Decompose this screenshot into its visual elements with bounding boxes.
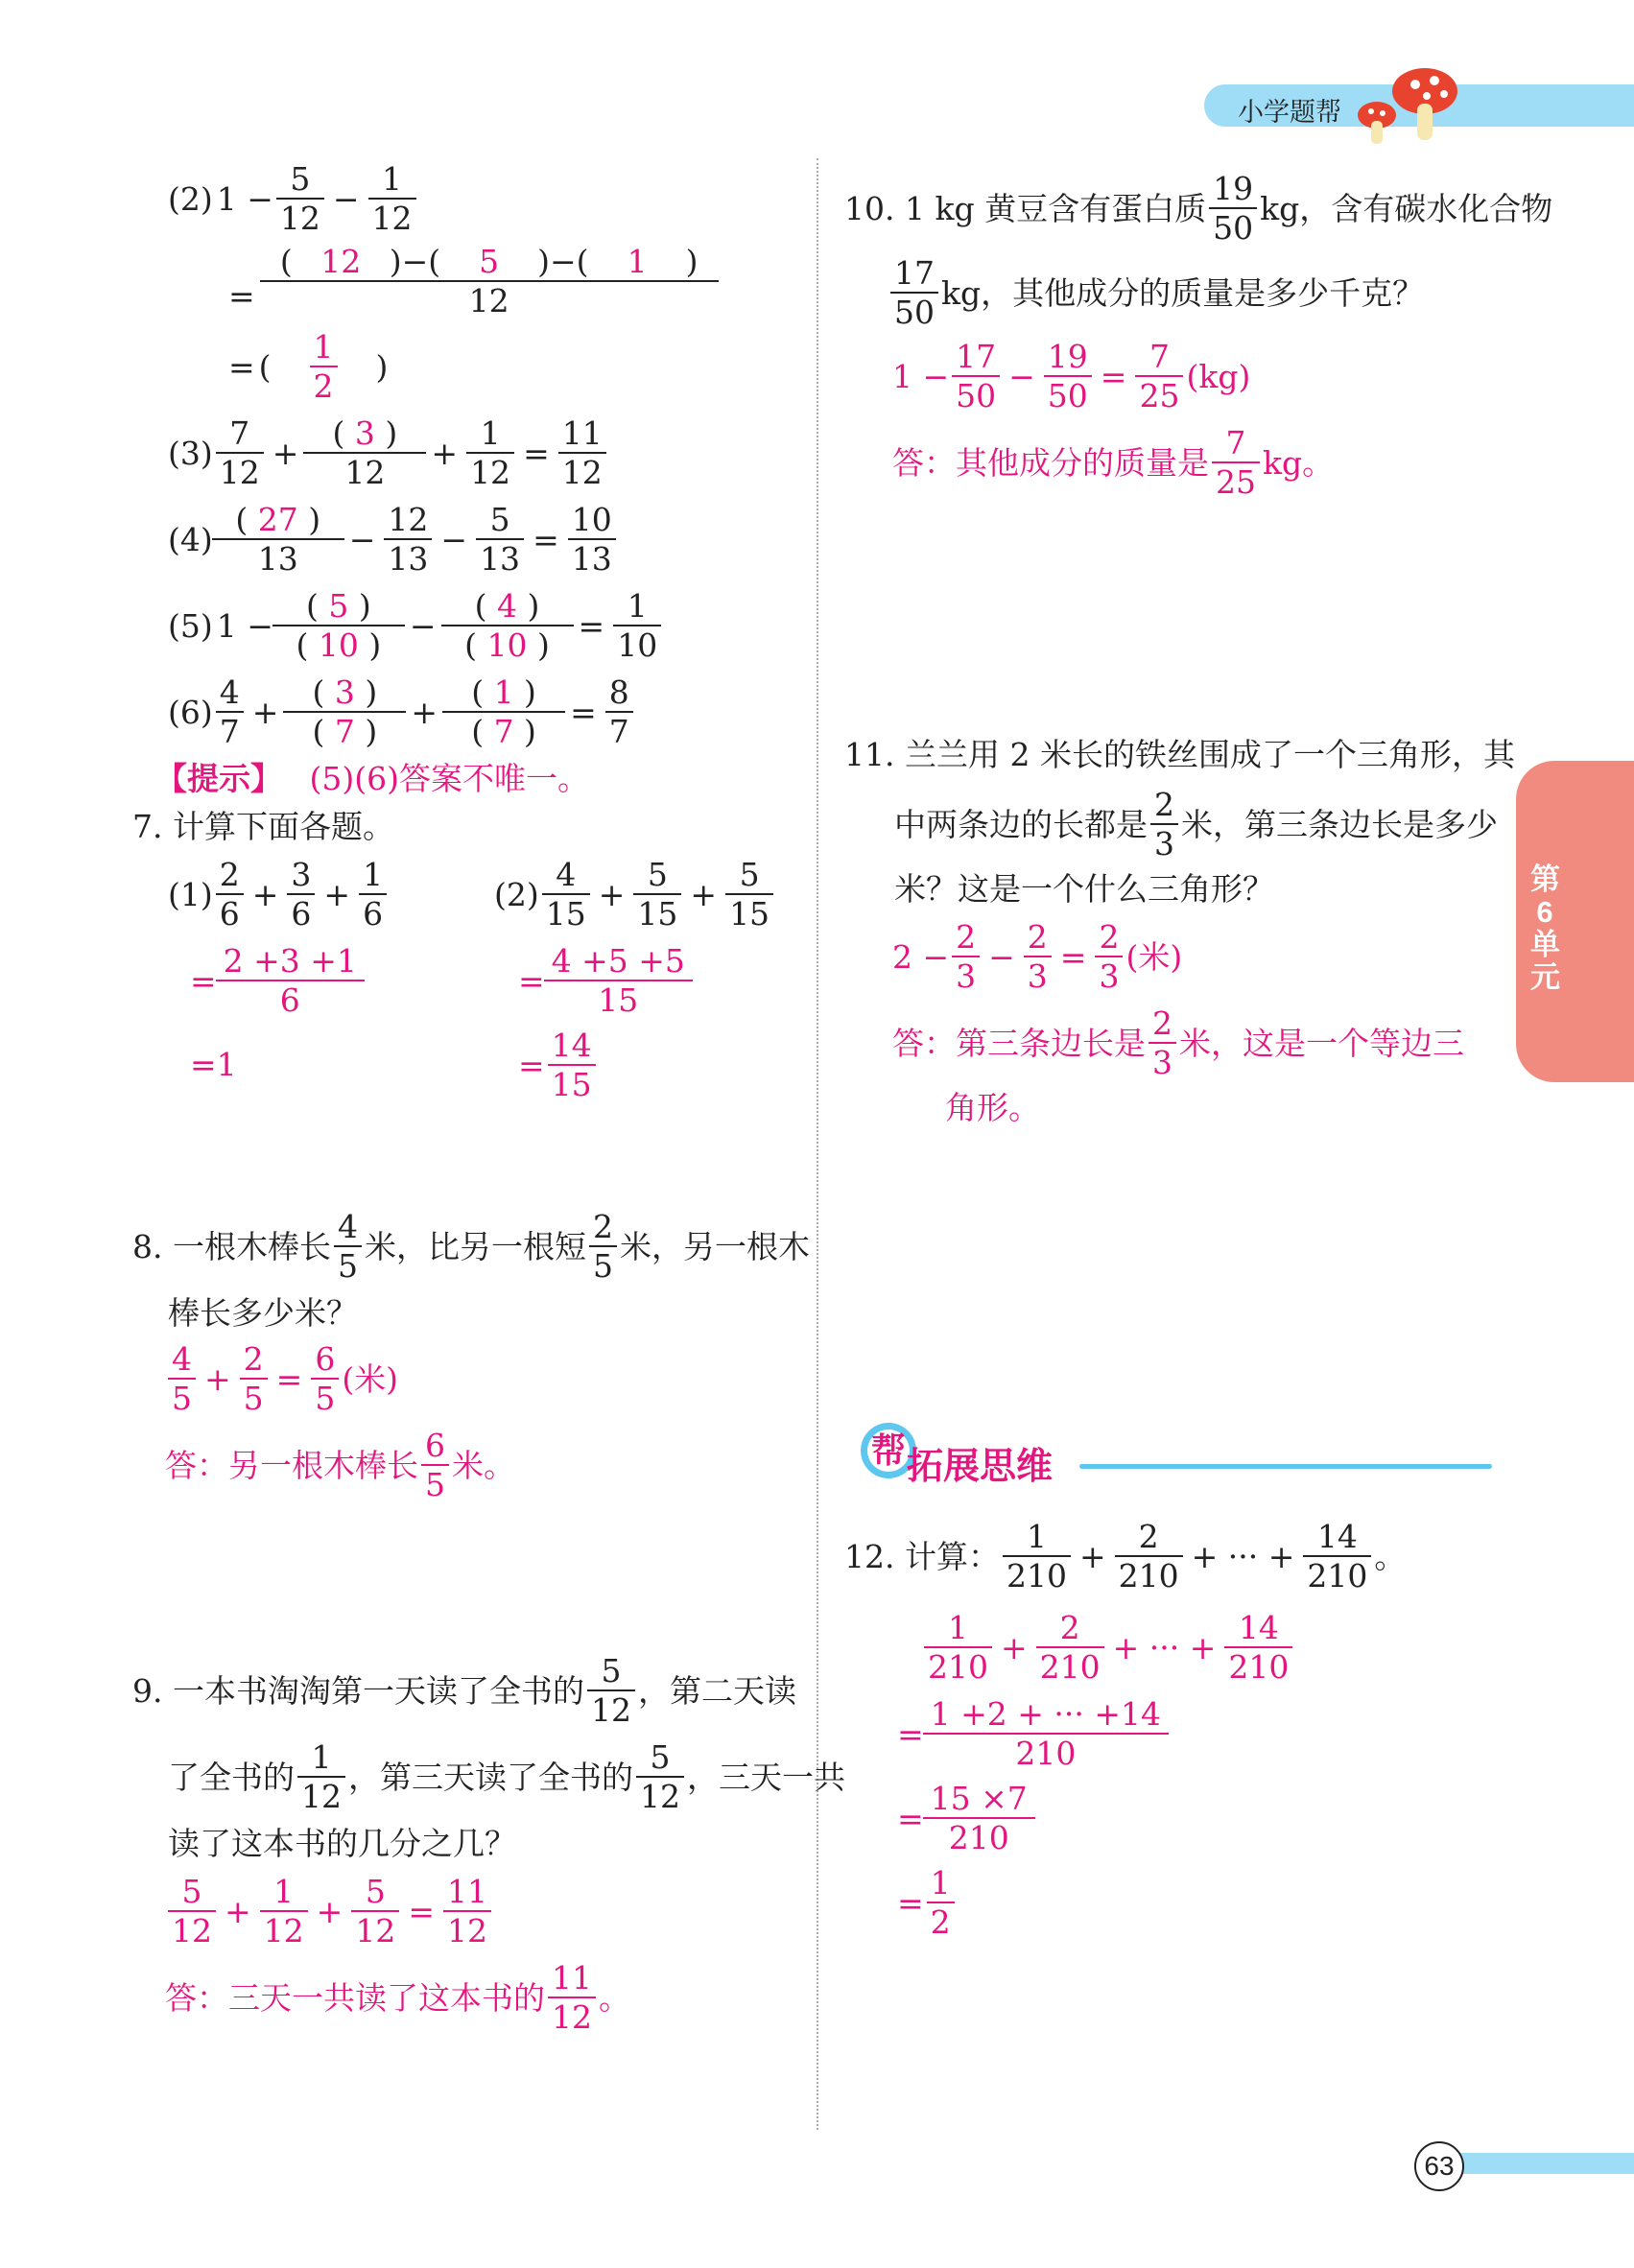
fraction — [924, 1609, 992, 1686]
page-number: 63 — [1414, 2141, 1464, 2191]
num: 1 — [382, 160, 403, 198]
problem-label: (5) — [168, 606, 213, 645]
num: 6 — [425, 1427, 445, 1464]
equals: = — [228, 347, 255, 386]
den: ( 7 ) — [283, 711, 406, 747]
den: 2 — [927, 1902, 955, 1938]
den: 12 — [466, 452, 514, 488]
fraction — [1212, 424, 1260, 501]
den: 13 — [212, 538, 344, 575]
answer-text: kg。 — [1263, 443, 1335, 482]
problem-4: (4) $\frac{( 27 )}{13}$ − $\frac{12}{13}$ − $\frac{5}{13}$ = $\frac{10}{13}$ — [168, 504, 619, 575]
num: 1 +2 + ··· +14 — [930, 1695, 1162, 1733]
den: 25 — [1135, 375, 1183, 412]
fraction — [890, 254, 938, 331]
num: ( 27 ) — [235, 501, 321, 538]
fraction — [1003, 1518, 1071, 1595]
answer-blank: 27 — [257, 501, 298, 538]
num: 1 — [948, 1609, 968, 1646]
hint — [155, 760, 589, 797]
question-text: 8. 一根木棒长 — [132, 1227, 331, 1265]
answer-text: 米，这是一个等边三 — [1179, 1024, 1464, 1062]
answer-text: 。 — [599, 1978, 630, 2017]
fraction — [952, 338, 1000, 414]
problem-label: (6) — [168, 693, 213, 731]
fraction — [613, 587, 661, 664]
num: 14 — [1316, 1518, 1358, 1555]
den: 3 — [1024, 956, 1052, 992]
fraction — [384, 501, 432, 578]
fraction — [220, 942, 361, 1019]
num: 15 ×7 — [930, 1780, 1028, 1817]
question-9-text-3: 读了这本书的几分之几？ — [168, 1825, 516, 1862]
den: 15 — [633, 893, 681, 930]
question-12-step1: $\frac{1}{210}$ + $\frac{2}{210}$ + ··· + $\frac{14}{210}$ — [921, 1612, 1295, 1683]
num: 7 — [1225, 424, 1246, 461]
answer-text: 米。 — [452, 1446, 515, 1484]
unit: (米) — [1125, 937, 1183, 976]
num: 2 — [1027, 918, 1048, 956]
num: 2 +3 +1 — [223, 942, 357, 980]
question-text: 12. 计算： — [844, 1537, 1000, 1575]
num: 1 — [311, 1738, 332, 1776]
problem-2-step2 — [228, 328, 389, 405]
num: 4 — [219, 673, 240, 711]
num: 17 — [956, 338, 997, 375]
den: 50 — [1044, 375, 1092, 412]
den: 5 — [240, 1378, 268, 1414]
fraction — [310, 328, 338, 405]
num: 4 — [172, 1340, 192, 1378]
den: 210 — [923, 1733, 1169, 1769]
problem-3: (3) $\frac{7}{12}$ + $\frac{( 3 )}{12}$ + $\frac{1}{12}$ = $\frac{11}{12}$ — [168, 417, 609, 488]
den: 3 — [1095, 956, 1123, 992]
den: 210 — [923, 1817, 1035, 1854]
num: 5 — [365, 1873, 386, 1910]
expr-text: 1 − — [892, 357, 950, 395]
question-10-calc: 1 − $\frac{17}{50}$ − $\frac{19}{50}$ = $\frac{7}{25}$ (kg) — [892, 338, 1251, 414]
fraction — [1024, 918, 1052, 995]
fraction — [466, 414, 514, 491]
question-text: kg，含有碳水化合物 — [1260, 189, 1553, 227]
fraction — [542, 856, 590, 933]
num: 5 — [739, 856, 760, 893]
fraction — [587, 1652, 635, 1729]
num: 1 — [1026, 1518, 1047, 1555]
den: 12 — [548, 1996, 596, 2033]
num: 2 — [956, 918, 977, 956]
den: 210 — [1224, 1646, 1292, 1683]
den: 3 — [952, 956, 980, 992]
fraction — [297, 1738, 345, 1815]
fraction — [421, 1427, 449, 1503]
den: 12 — [216, 452, 264, 488]
paren: ( — [279, 243, 293, 280]
problem-6: (6) $\frac{4}{7}$ + $\frac{( 3 )}{( 7 )}$ + $\frac{( 1 )}{( 7 )}$ = $\frac{8}{7}$ — [168, 676, 636, 747]
den: 13 — [568, 538, 616, 575]
num: 2 — [1138, 1518, 1159, 1555]
fraction — [636, 1738, 684, 1815]
answer-blank: 7 — [334, 713, 355, 750]
fraction — [952, 918, 980, 995]
answer-blank: 5 — [479, 243, 500, 280]
fraction — [216, 673, 244, 750]
den: 5 — [421, 1464, 449, 1500]
problem-label: (2) — [168, 179, 213, 218]
num: 6 — [315, 1340, 336, 1378]
question-10-text — [844, 170, 1553, 247]
answer-text: 答：三天一共读了这本书的 — [165, 1978, 545, 2017]
question-text: 中两条边的长都是 — [894, 805, 1148, 843]
question-9-calc: $\frac{5}{12}$ + $\frac{1}{12}$ + $\frac{5}{12}$ = $\frac{11}{12}$ — [165, 1876, 494, 1947]
num: 5 — [647, 856, 668, 893]
den: 12 — [303, 452, 426, 488]
question-8-calc: $\frac{4}{5}$ + $\frac{2}{5}$ = $\frac{6}{5}$ (米) — [165, 1343, 398, 1414]
num: 3 — [291, 856, 312, 893]
question-text: kg，其他成分的质量是多少千克？ — [941, 273, 1425, 312]
num: 5 — [601, 1652, 622, 1689]
question-7-part1-step: = $\frac{2 +3 +1}{6}$ — [190, 945, 364, 1016]
num: 2 — [1099, 918, 1120, 956]
num: 7 — [1149, 338, 1170, 375]
den: 12 — [587, 1689, 635, 1726]
question-11-answer — [892, 1004, 1464, 1081]
question-11-text-2 — [894, 786, 1498, 862]
den: 6 — [216, 893, 244, 930]
unit: (kg) — [1186, 357, 1251, 395]
fraction — [725, 856, 773, 933]
question-8-text-2: 棒长多少米？ — [168, 1294, 358, 1332]
num — [276, 243, 702, 280]
fraction — [216, 856, 244, 933]
question-12-step3: = $\frac{15 \times 7}{210}$ — [897, 1783, 1034, 1854]
problem-2-step1 — [228, 243, 718, 319]
den: 5 — [168, 1378, 196, 1414]
question-text: 10. 1 kg 黄豆含有蛋白质 — [844, 189, 1207, 227]
operator: − — [332, 179, 360, 218]
problem-label: (4) — [168, 520, 213, 558]
den: 12 — [368, 198, 416, 234]
mushroom-icon — [1348, 58, 1463, 149]
fraction — [168, 1873, 216, 1949]
operator: + ··· + — [1191, 1537, 1295, 1575]
den: 13 — [476, 538, 524, 575]
unit-tab-label: 第6单元 — [1530, 862, 1560, 994]
answer-blank: 10 — [486, 626, 528, 664]
den: 5 — [589, 1245, 617, 1282]
fraction — [276, 160, 324, 237]
den: ( 7 ) — [442, 711, 565, 747]
den: 210 — [1115, 1555, 1183, 1592]
num: 1 — [363, 856, 384, 893]
num: 1 — [627, 587, 648, 625]
fraction — [605, 673, 633, 750]
fraction — [1135, 338, 1183, 414]
den: 12 — [276, 198, 324, 234]
den: 15 — [542, 893, 590, 930]
num: 7 — [229, 414, 250, 452]
question-7-part2-result: = $\frac{14}{15}$ — [518, 1029, 599, 1100]
question-text: 了全书的 — [168, 1758, 295, 1796]
den: 12 — [558, 452, 606, 488]
fraction — [548, 942, 689, 1019]
question-text: 9. 一本书淘淘第一天读了全书的 — [132, 1671, 584, 1710]
fraction — [216, 414, 264, 491]
question-12-step4: = $\frac{1}{2}$ — [897, 1867, 958, 1938]
den: 3 — [1149, 1042, 1176, 1078]
num: 11 — [446, 1873, 487, 1910]
num: 2 — [219, 856, 240, 893]
question-7-part2-step: = $\frac{4 +5 +5}{15}$ — [518, 945, 692, 1016]
paren: )−( — [537, 243, 589, 280]
question-text: 米，另一根木 — [619, 1227, 810, 1265]
den: 3 — [1150, 823, 1178, 860]
fraction — [1036, 1609, 1104, 1686]
num: 11 — [561, 414, 603, 452]
fraction — [334, 1208, 362, 1285]
num: 4 — [556, 856, 577, 893]
num: 4 — [337, 1208, 358, 1245]
den: 12 — [636, 1776, 684, 1812]
answer-blank: 5 — [328, 587, 349, 625]
fraction — [240, 1340, 268, 1417]
problem-label: (1) — [168, 875, 213, 913]
question-text: 。 — [1374, 1537, 1407, 1575]
num: 14 — [1238, 1609, 1279, 1646]
fraction — [287, 673, 402, 750]
extension-rule — [1079, 1464, 1492, 1469]
fraction — [1095, 918, 1123, 995]
den: 6 — [216, 980, 365, 1016]
den: 50 — [1209, 207, 1257, 244]
fraction — [589, 1208, 617, 1285]
fraction — [359, 856, 387, 933]
num: 1 — [313, 328, 334, 366]
num: ( 1 ) — [471, 673, 536, 711]
question-8-answer — [165, 1427, 515, 1503]
fraction — [558, 414, 606, 491]
hint-text: (5)(6)答案不唯一。 — [309, 760, 589, 797]
fraction — [1149, 1004, 1176, 1081]
answer-blank: 12 — [320, 243, 362, 280]
den: 15 — [725, 893, 773, 930]
answer-blank: 3 — [354, 414, 375, 452]
question-12-step2: = $\frac{1 +2 + \cdot\cdot\cdot +14}{210}$ — [897, 1698, 1168, 1769]
fraction — [1044, 338, 1092, 414]
den: 7 — [216, 711, 244, 747]
num: 4 +5 +5 — [551, 942, 685, 980]
paren: ( — [258, 347, 272, 386]
answer-blank: 1 — [627, 243, 648, 280]
expr-text: 1 − — [216, 606, 273, 645]
equals: = — [228, 276, 255, 315]
num: ( 3 ) — [312, 673, 378, 711]
den: 12 — [351, 1910, 399, 1947]
fraction — [446, 673, 561, 750]
num: 2 — [592, 1208, 613, 1245]
fraction — [1224, 1609, 1292, 1686]
question-7-title: 7. 计算下面各题。 — [132, 808, 394, 845]
fraction — [351, 1873, 399, 1949]
den: 7 — [605, 711, 633, 747]
problem-label: (2) — [494, 875, 539, 913]
question-8-text — [132, 1208, 810, 1285]
question-9-text — [132, 1652, 796, 1729]
expr-text: 1 − — [216, 179, 273, 218]
fraction — [287, 856, 315, 933]
question-9-answer — [165, 1959, 630, 2036]
question-11-text-3: 米？这是一个什么三角形？ — [894, 870, 1274, 908]
problem-label: (3) — [168, 434, 213, 472]
fraction — [1115, 1518, 1183, 1595]
num: 2 — [243, 1340, 264, 1378]
question-11-text: 11. 兰兰用 2 米长的铁丝围成了一个三角形，其 — [844, 736, 1515, 773]
question-9-text-2 — [168, 1738, 845, 1815]
den: 210 — [924, 1646, 992, 1683]
fraction — [368, 160, 416, 237]
fraction — [168, 1340, 196, 1417]
badge-char: 帮 — [870, 1430, 907, 1470]
den: 12 — [297, 1776, 345, 1812]
fraction — [476, 501, 524, 578]
num: ( 5 ) — [306, 587, 371, 625]
answer-text: 答：第三条边长是 — [892, 1024, 1146, 1062]
num: 5 — [181, 1873, 202, 1910]
den: 12 — [443, 1910, 491, 1947]
den: 15 — [548, 1064, 596, 1100]
den: 12 — [260, 280, 719, 317]
den: ( 10 ) — [272, 625, 405, 661]
den: 210 — [1003, 1555, 1071, 1592]
num: 5 — [290, 160, 311, 198]
num: 11 — [552, 1959, 592, 1996]
den: 5 — [334, 1245, 362, 1282]
den: 50 — [952, 375, 1000, 412]
fraction — [307, 414, 422, 491]
num: 1 — [273, 1873, 295, 1910]
fraction — [927, 1864, 955, 1941]
num: 5 — [489, 501, 510, 538]
header-title: 小学题帮 — [1238, 98, 1341, 127]
paren: ) — [375, 347, 389, 386]
num: 2 — [1059, 1609, 1080, 1646]
fraction — [633, 856, 681, 933]
paren: ) — [685, 243, 699, 280]
fraction — [1150, 786, 1178, 862]
den: 12 — [168, 1910, 216, 1947]
answer-text: 答：另一根木棒长 — [165, 1446, 418, 1484]
fraction — [568, 501, 616, 578]
answer-blank: 1 — [493, 673, 514, 711]
num: 19 — [1213, 170, 1254, 207]
column-divider — [817, 158, 818, 2130]
question-text: 米，第三条边长是多少 — [1181, 805, 1498, 843]
fraction — [548, 1027, 596, 1103]
question-11-answer-2: 角形。 — [945, 1089, 1040, 1126]
den: 210 — [1036, 1646, 1104, 1683]
num: ( 4 ) — [474, 587, 540, 625]
den: 5 — [311, 1378, 339, 1414]
question-12-text: 12. 计算： $\frac{1}{210}$ + $\frac{2}{210}$ + ··· + $\frac{14}{210}$ 。 — [844, 1518, 1407, 1595]
fraction — [264, 243, 715, 319]
fraction — [548, 1959, 596, 2036]
num: 1 — [480, 414, 501, 452]
den: 210 — [1303, 1555, 1371, 1592]
fraction — [216, 501, 341, 578]
question-text: ，第三天读了全书的 — [348, 1758, 633, 1796]
fraction — [443, 1873, 491, 1949]
num: 14 — [551, 1027, 592, 1064]
fraction — [445, 587, 570, 664]
question-7-part1: (1) $\frac{2}{6}$ + $\frac{3}{6}$ + $\frac{1}{6}$ — [168, 859, 390, 930]
num: ( 3 ) — [332, 414, 398, 452]
answer-blank: 3 — [334, 673, 355, 711]
question-text: ，第二天读 — [637, 1671, 796, 1710]
fraction — [276, 587, 401, 664]
expr-text: 2 − — [892, 937, 950, 976]
question-7-part2: (2) $\frac{4}{15}$ + $\frac{5}{15}$ + $\frac{5}{15}$ — [494, 859, 776, 930]
den: 2 — [310, 366, 338, 402]
hint-label: 【提示】 — [155, 760, 282, 797]
den: ( 10 ) — [441, 625, 574, 661]
num: 5 — [650, 1738, 671, 1776]
num: 17 — [894, 254, 935, 292]
fraction — [311, 1340, 339, 1417]
problem-5: (5) 1 − $\frac{( 5 )}{( 10 )}$ − $\frac{( 4 )}{( 10 )}$ = $\frac{1}{10}$ — [168, 590, 664, 661]
den: 25 — [1212, 461, 1260, 498]
fraction — [260, 1873, 308, 1949]
question-10-answer — [892, 424, 1335, 501]
num: 8 — [608, 673, 629, 711]
question-7-part1-result: =1 — [190, 1046, 237, 1083]
num: 12 — [388, 501, 429, 538]
num: 1 — [930, 1864, 951, 1902]
page-number-bar — [1454, 2153, 1634, 2174]
num: 19 — [1047, 338, 1088, 375]
num: 10 — [571, 501, 612, 538]
question-10-text-2 — [888, 254, 1425, 331]
den: 15 — [544, 980, 693, 1016]
fraction — [1209, 170, 1257, 247]
num: 2 — [1152, 1004, 1172, 1042]
answer-blank: 7 — [493, 713, 514, 750]
den: 6 — [287, 893, 315, 930]
unit: (米) — [342, 1359, 399, 1398]
den: 50 — [890, 292, 938, 328]
den: 12 — [260, 1910, 308, 1947]
extension-title: 拓展思维 — [907, 1447, 1054, 1487]
den: 13 — [384, 538, 432, 575]
answer-text: 答：其他成分的质量是 — [892, 443, 1209, 482]
num: 2 — [1154, 786, 1174, 823]
question-text: 米，比另一根短 — [364, 1227, 586, 1265]
den: 6 — [359, 893, 387, 930]
answer-blank: 4 — [497, 587, 518, 625]
fraction — [1303, 1518, 1371, 1595]
paren: )−( — [389, 243, 441, 280]
question-text: ，三天一共 — [687, 1758, 845, 1796]
problem-2 — [168, 160, 419, 237]
answer-blank: 10 — [318, 626, 359, 664]
fraction — [927, 1780, 1031, 1856]
fraction — [927, 1695, 1165, 1772]
den: 10 — [613, 625, 661, 661]
operator: + ··· + — [1112, 1628, 1217, 1666]
question-11-calc: 2 − $\frac{2}{3}$ − $\frac{2}{3}$ = $\frac{2}{3}$ (米) — [892, 918, 1183, 995]
